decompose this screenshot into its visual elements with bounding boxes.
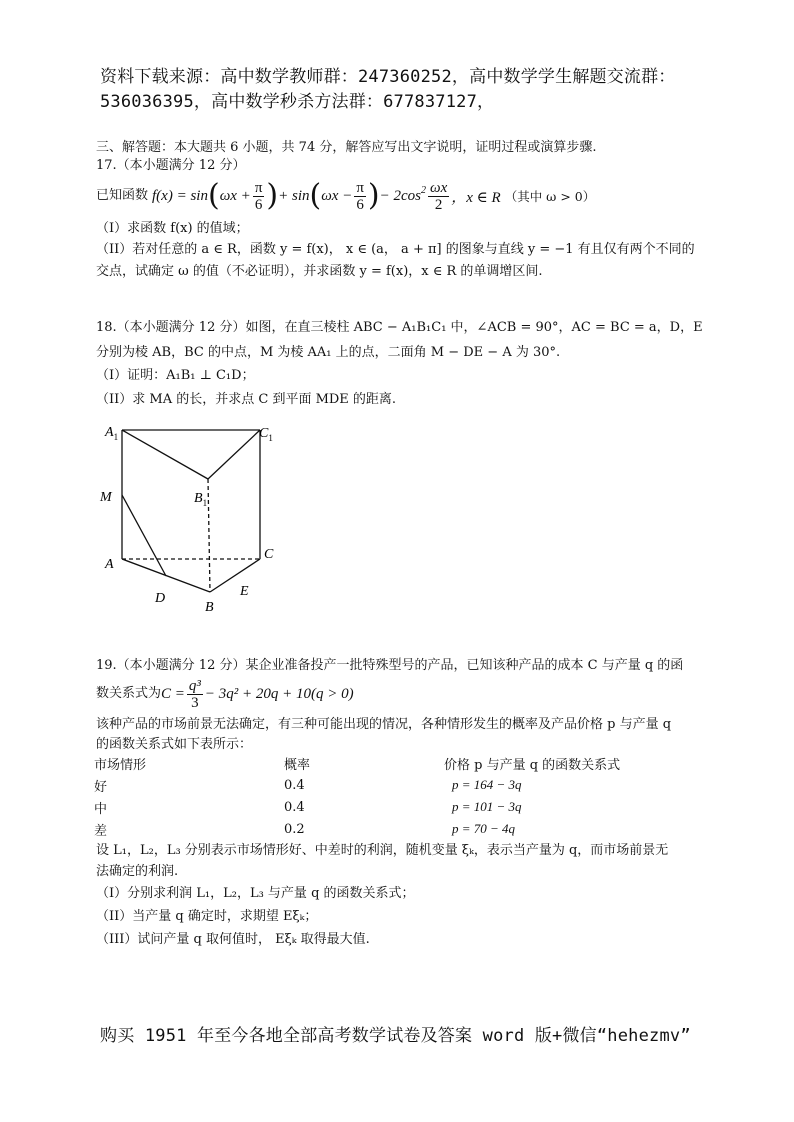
table-cell: 0.2 [284,821,305,837]
q18-line1: 18.（本小题满分 12 分）如图，在直三棱柱 ABC − A₁B₁C₁ 中，∠ACB = 90°，AC = BC = a，D，E [96,320,703,335]
q17-function [96,174,595,218]
paren-close: ) [266,178,279,213]
q17-arg1: ωx + [219,187,251,204]
table-cell: 中 [94,801,108,817]
market-table [94,752,620,840]
edge-b1b-hidden [208,479,210,592]
q17-minus-2cos: − 2cos [379,187,422,204]
q19-cost-function [96,674,354,714]
table-cell: 0.4 [284,777,305,793]
q17-fx: f(x) = sin [152,187,208,204]
q19-line5: 设 L₁，L₂，L₃ 分别表示市场情形好、中差时的利润，随机变量 ξₖ，表示当产量为 q，而市场前景无 [96,843,669,858]
q19-cost-c: C = [161,685,185,702]
table-cell: 0.4 [284,799,305,815]
q19-line1: 19.（本小题满分 12 分）某企业准备投产一批特殊型号的产品，已知该种产品的成本 C 与产量 q 的函 [96,658,684,673]
q17-frac-wx2 [428,180,449,213]
header-line-2: 536036395，高中数学秒杀方法群：677837127， [100,92,495,112]
edge-a1b1 [122,430,208,479]
q19-line3: 该种产品的市场前景无法确定，有三种可能出现的情况，各种情形发生的概率及产品价格 p 与产量 q [96,717,672,732]
table-cell: 好 [94,779,108,795]
frac-num: π [356,179,364,196]
label-b: B [205,600,214,615]
q17-part1: （I）求函数 f(x) 的值域； [96,221,249,236]
q17-title: 17.（本小题满分 12 分） [96,158,246,173]
edge-bc [210,559,260,592]
frac-num: q³ [188,677,201,694]
label-m: M [100,490,112,505]
frac-den: 3 [191,694,199,711]
section-heading: 三、解答题：本大题共 6 小题，共 74 分，解答应写出文字说明，证明过程或演算步骤. [96,140,597,155]
q19-line6: 法确定的利润. [96,864,179,879]
q19-part1: （I）分别求利润 L₁，L₂，L₃ 与产量 q 的函数关系式； [96,886,415,901]
q19-cost-rest: − 3q² + 20q + 10(q > 0) [204,685,354,702]
table-row [94,774,620,796]
table-header: 价格 p 与产量 q 的函数关系式 [444,757,621,773]
footer-note: 购买 1951 年至今各地全部高考数学试卷及答案 word 版+微信“hehezmv” [100,1026,691,1046]
q17-part2-line2: 交点，试确定 ω 的值（不必证明），并求函数 y = f(x)，x ∈ R 的单调增区间. [96,264,543,279]
label-e: E [240,584,249,599]
label-b1: $B_1$ [194,491,208,508]
q18-line2: 分别为棱 AB，BC 的中点，M 为棱 AA₁ 上的点，二面角 M − DE − A 为 30°. [96,345,561,360]
prism-figure [90,415,300,615]
q19-part2: （II）当产量 q 确定时，求期望 Eξₖ； [96,909,318,924]
table-row [94,796,620,818]
q19-frac-q3-3 [187,678,203,711]
paren-open: ( [207,178,220,213]
frac-den: 2 [434,196,443,213]
edge-c1b1 [208,430,260,479]
q17-frac-pi6-a [253,180,265,213]
q17-plus-sin: + sin [278,187,310,204]
label-a1: $A_1$ [105,425,119,442]
q18-part2: （II）求 MA 的长，并求点 C 到平面 MDE 的距离. [96,392,397,407]
frac-den: 6 [356,196,364,213]
table-cell: p = 70 − 4q [452,821,516,836]
q18-part1: （I）证明：A₁B₁ ⊥ C₁D； [96,368,255,383]
table-row [94,818,620,840]
label-c: C [264,547,274,562]
table-header: 市场情形 [94,757,147,773]
q17-part2-line1: （II）若对任意的 a ∈ R，函数 y = f(x)， x ∈ (a， a + π] 的图象与直线 y = −1 有且仅有两个不同的 [96,242,695,257]
paren-open: ( [309,178,322,213]
label-c1: $C_1$ [259,426,273,443]
frac-num: ωx [430,179,448,196]
q17-condition: （其中 ω > 0） [504,189,596,204]
table-cell: p = 101 − 3q [452,799,522,814]
segment-md [122,495,166,576]
q17-arg2: ωx − [321,187,353,204]
table-cell: 差 [94,823,108,839]
q17-frac-pi6-b [354,180,366,213]
q17-square: 2 [421,184,427,196]
frac-num: π [254,179,263,196]
paren-close: ) [367,178,380,213]
q19-cost-lead: 数关系式为 [96,686,162,701]
label-d: D [155,591,166,606]
header-line-1: 资料下载来源：高中数学教师群：247360252，高中数学学生解题交流群： [100,67,676,87]
table-header: 概率 [284,757,311,773]
table-header-row [94,752,620,774]
frac-den: 6 [254,196,263,213]
q19-line4: 的函数关系式如下表所示： [96,737,253,752]
label-a: A [105,557,114,572]
table-cell: p = 164 − 3q [452,777,522,792]
q17-domain: ，x ∈ R [451,189,501,206]
q17-lead: 已知函数 [96,188,149,203]
q19-part3: （III）试问产量 q 取何值时， Eξₖ 取得最大值. [96,932,370,947]
